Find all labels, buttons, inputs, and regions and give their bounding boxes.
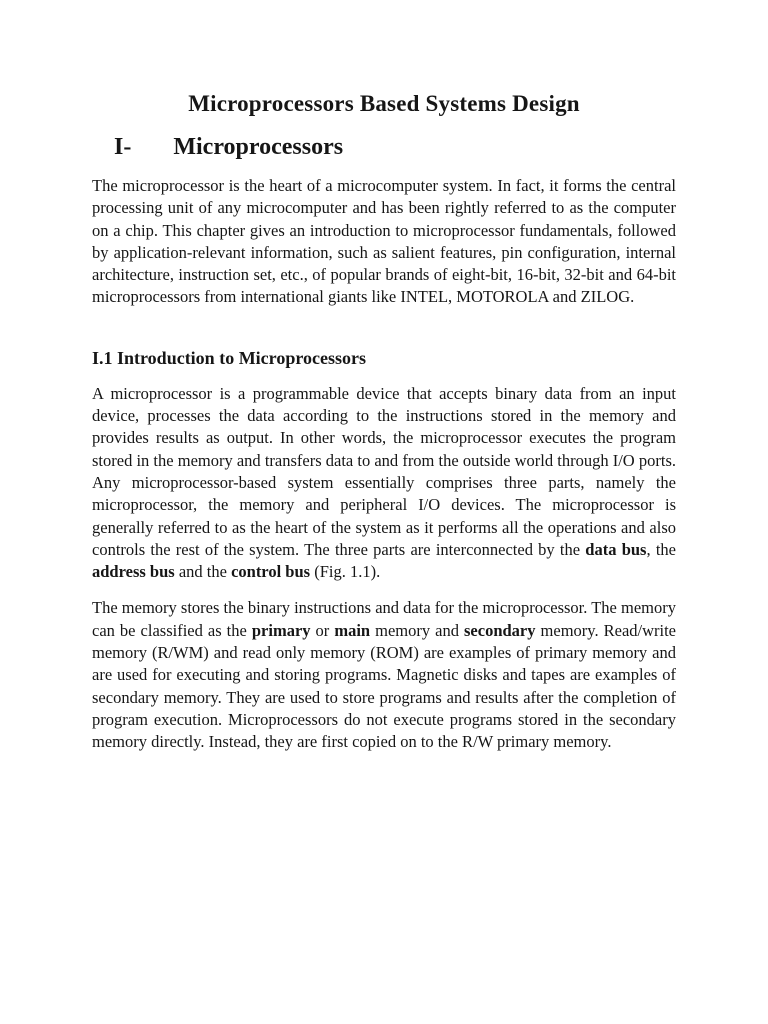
chapter-heading xyxy=(92,132,676,162)
section-paragraph-1: A microprocessor is a programmable device that accepts binary data from an input device, processes the data according to the instructions stored in the memory and provides results as output. In other words, the microprocessor executes the program stored in the memory and transfers data to and from the outside world through I/O ports. Any microprocessor-based system essentially comprises three parts, namely the microprocessor, the memory and peripheral I/O devices. The microprocessor is generally referred to as the heart of the system as it performs all the operations and also controls the rest of the system. The three parts are interconnected by the data bus, the address bus and the control bus (Fig. 1.1). xyxy=(92,383,676,582)
section-paragraph-2: The memory stores the binary instructions and data for the microprocessor. The memory can be classified as the primary or main memory and secondary memory. Read/write memory (R/WM) and read only memory (ROM) are examples of primary memory and are used for executing and storing programs. Magnetic disks and tapes are examples of secondary memory. They are used to store programs and results after the completion of program execution. Microprocessors do not execute programs stored in the secondary memory directly. Instead, they are first copied on to the R/W primary memory. xyxy=(92,598,677,752)
chapter-number: I- xyxy=(114,134,132,160)
intro-paragraph: The microprocessor is the heart of a microcomputer system. In fact, it forms the central processing unit of any microcomputer and has been rightly referred to as the computer on a chip. This chapter gives an introduction to microprocessor fundamentals, followed by application-relevant information, such as salient features, pin configuration, internal architecture, instruction set, etc., of popular brands of eight-bit, 16-bit, 32-bit and 64-bit microprocessors from international giants like INTEL, MOTOROLA and ZILOG. xyxy=(92,176,676,307)
section-heading: I.1 Introduction to Microprocessors xyxy=(92,347,366,368)
page-content xyxy=(92,0,676,754)
chapter-title: Microprocessors xyxy=(173,134,344,160)
document-title: Microprocessors Based Systems Design xyxy=(188,91,580,116)
